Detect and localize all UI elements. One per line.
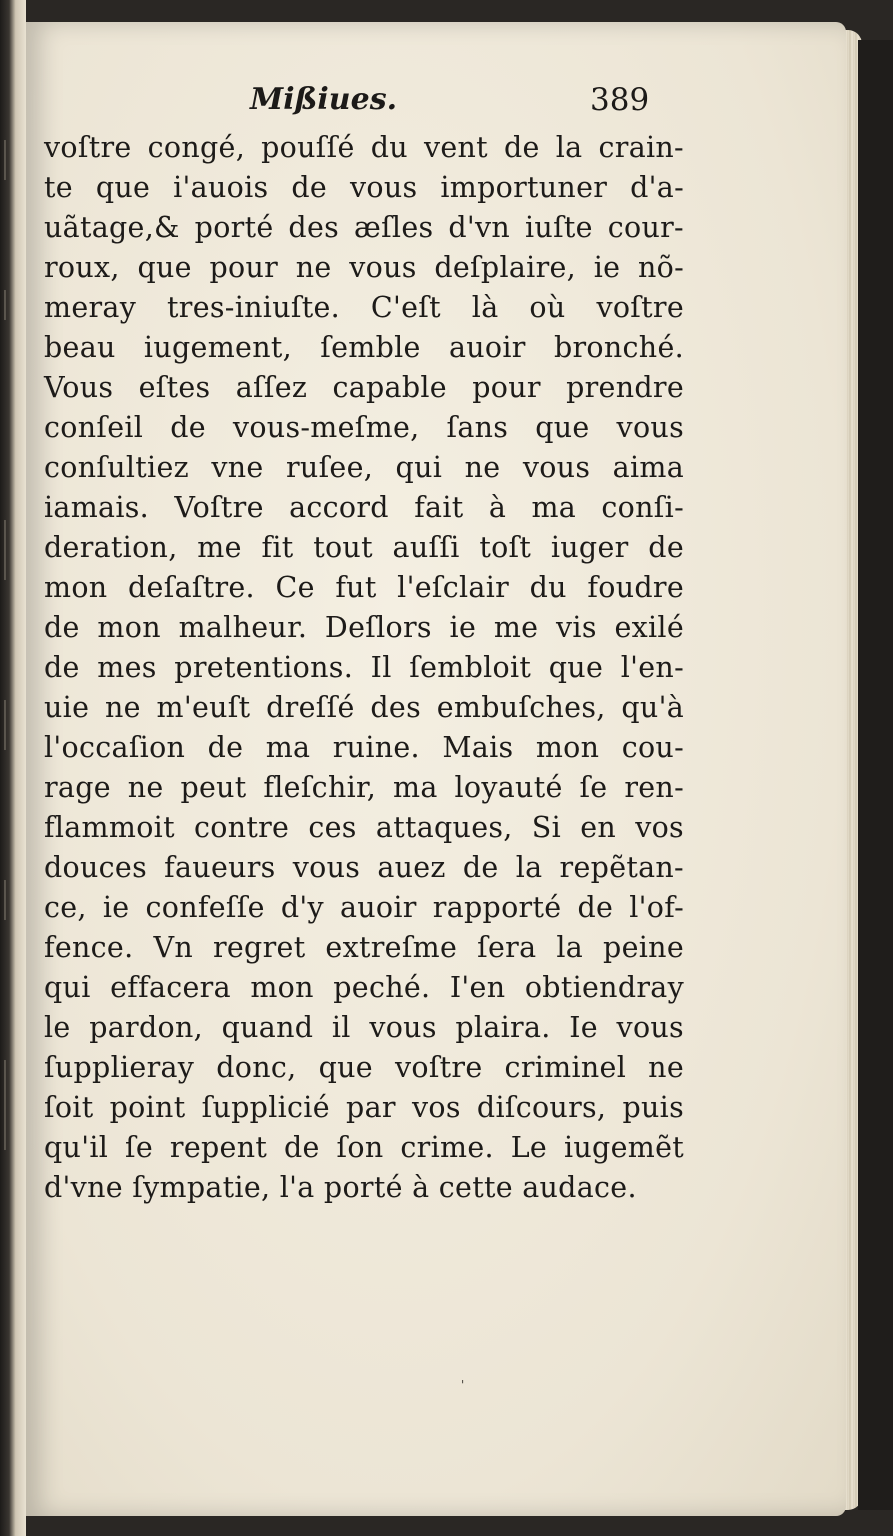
page-header — [250, 82, 670, 132]
text-line: conſeil de vous-meſme, ſans que vous — [44, 411, 684, 444]
text-line: beau iugement, ſemble auoir bronché. — [44, 331, 684, 364]
text-line: fence. Vn regret extreſme ſera la peine — [44, 931, 684, 964]
book-page — [26, 22, 846, 1516]
text-line: de mon malheur. Deſlors ie me vis exilé — [44, 611, 684, 644]
text-line: Vous eſtes aſſez capable pour prendre — [44, 371, 684, 404]
text-line: flammoit contre ces attaques, Si en vos — [44, 811, 684, 844]
text-line: roux, que pour ne vous deſplaire, ie nõ- — [44, 251, 684, 284]
text-line: mon deſaſtre. Ce fut l'eſclair du foudre — [44, 571, 684, 604]
running-head: Mißiues. — [250, 82, 398, 117]
adjacent-page-edge — [0, 0, 26, 1536]
page-number: 389 — [590, 82, 650, 118]
text-line: d'vne ſympatie, l'a porté à cette audace. — [44, 1171, 637, 1204]
text-line: conſultiez vne ruſee, qui ne vous aima — [44, 451, 684, 484]
text-line: te que i'auois de vous importuner d'a- — [44, 171, 684, 204]
text-line: meray tres-iniuſte. C'eſt là où voſtre — [44, 291, 684, 324]
text-line: uie ne m'euſt dreſſé des embuſches, qu'à — [44, 691, 684, 724]
text-line: de mes pretentions. Il ſembloit que l'en- — [44, 651, 684, 684]
text-line: iamais. Voſtre accord fait à ma conſi- — [44, 491, 684, 524]
text-line: voſtre congé, pouſſé du vent de la crain- — [44, 131, 684, 164]
text-line: ce, ie confeſſe d'y auoir rapporté de l'of- — [44, 891, 684, 924]
text-line: rage ne peut fleſchir, ma loyauté ſe ren- — [44, 771, 684, 804]
text-line: ſupplieray donc, que voſtre criminel ne — [44, 1051, 684, 1084]
background-shadow — [858, 40, 893, 1510]
text-line: le pardon, quand il vous plaira. Ie vous — [44, 1011, 684, 1044]
body-text — [44, 128, 704, 1208]
text-line: qui effacera mon peché. I'en obtiendray — [44, 971, 684, 1004]
signature-mark: ' — [461, 1378, 465, 1392]
text-line: douces faueurs vous auez de la repẽtan- — [44, 851, 684, 884]
text-line: ſoit point ſupplicié par vos diſcours, puis — [44, 1091, 684, 1124]
text-line: qu'il ſe repent de ſon crime. Le iugemẽt — [44, 1131, 684, 1164]
text-line: uãtage,& porté des æſles d'vn iuſte cour- — [44, 211, 684, 244]
text-line: deration, me fit tout auſſi toſt iuger de — [44, 531, 684, 564]
text-line: l'occaſion de ma ruine. Mais mon cou- — [44, 731, 684, 764]
